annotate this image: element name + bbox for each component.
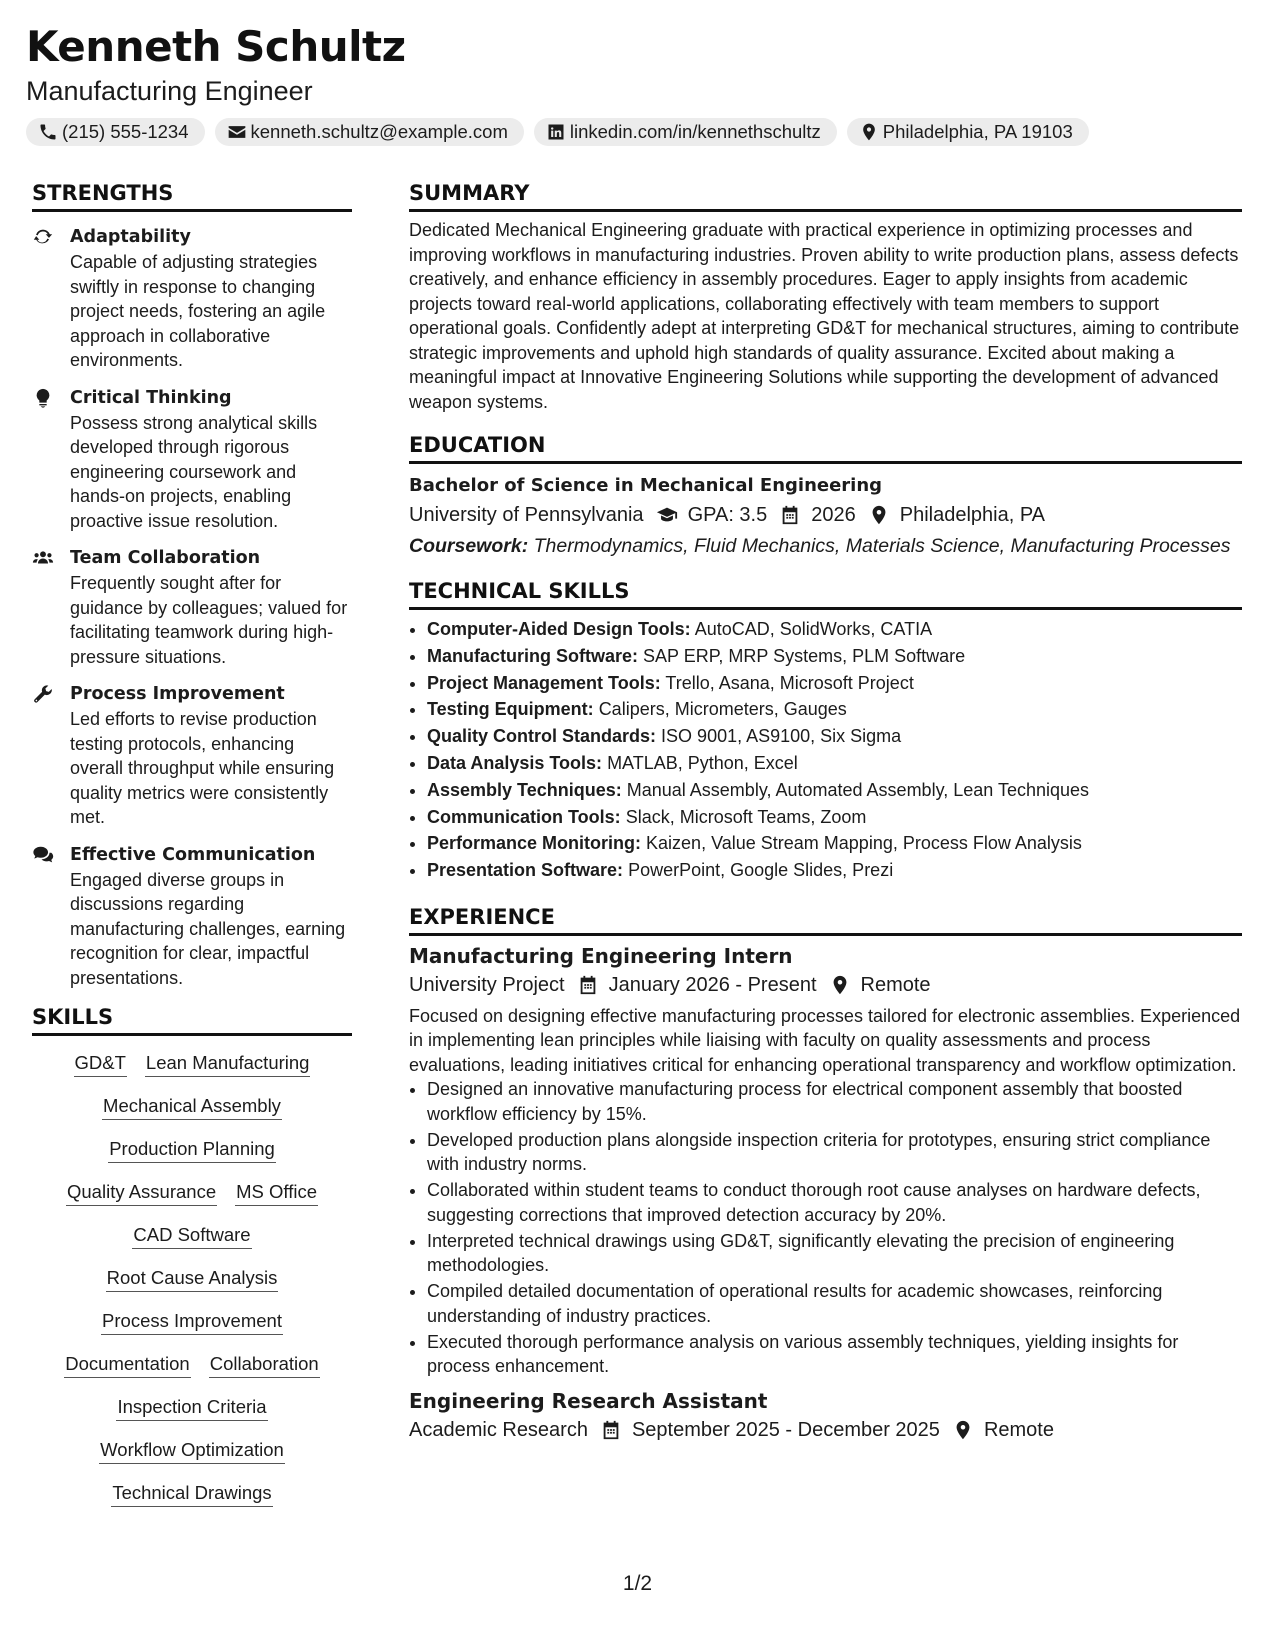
strength-title: Team Collaboration [70,548,261,568]
list-item: • Assembly Techniques: Manual Assembly, Automated Assembly, Lean Techniques [427,777,1242,804]
candidate-role: Manufacturing Engineer [26,76,313,106]
skill-tag: Collaboration [209,1351,320,1378]
list-item: • Compiled detailed documentation of operational results for academic showcases, reinforcing understanding of industry practices. [427,1279,1242,1328]
technical-skills-list [409,616,1242,884]
job-org: University Project [409,973,565,996]
job-dates: January 2026 - Present [608,973,817,996]
calendar-icon [577,974,599,996]
strength-desc: Possess strong analytical skills developed through rigorous engineering coursework and hands-on projects, enabling proactive issue resolution. [70,412,318,531]
page-number: 1/2 [622,1572,653,1595]
list-item: • Developed production plans alongside inspection criteria for prototypes, ensuring strict compliance with industry norms. [427,1128,1242,1177]
summary-text: Dedicated Mechanical Engineering graduate with practical experience in optimizing processes and improving workflows in manufacturing industries. Proven ability to write production plans, assess defects creatively, and enhance efficiency in assembly procedures. Eager to apply insights from academic projects toward real-world applications, collaborating effectively with team members to support operational goals. Confidently adept at interpreting GD&T for mechanical structures, aiming to contribute strategic improvements and uphold high standards of quality assurance. Excited about making a meaningful impact at Innovative Engineering Solutions while supporting the development of advanced weapon systems. [409,220,1240,412]
job-title: Manufacturing Engineering Intern [409,943,793,968]
location-icon [952,1419,974,1441]
skill-tag: GD&T [74,1050,127,1077]
resume-header [26,22,1089,146]
gpa: GPA: 3.5 [687,504,768,526]
strength-title: Effective Communication [70,844,316,865]
contact-phone[interactable] [26,118,205,146]
location-icon [859,122,879,142]
contact-email-text: kenneth.schultz@example.com [250,121,508,142]
email-icon [227,122,247,142]
strength-title: Critical Thinking [70,387,232,408]
skills-title: SKILLS [32,1002,352,1036]
strength-desc: Capable of adjusting strategies swiftly in response to changing project needs, fostering an agile approach in collaborative environments. [70,252,326,370]
strength-item [32,545,352,669]
strength-item [32,224,352,373]
skill-tag: Production Planning [108,1136,276,1163]
strength-desc: Led efforts to revise production testing protocols, enhancing overall throughput while ensuring quality metrics were consistently met. [70,709,335,827]
job-meta [409,1415,1242,1445]
location-icon [868,504,890,526]
contact-email[interactable] [215,118,524,146]
skill-tag: Lean Manufacturing [145,1050,311,1077]
lightbulb-icon [32,387,54,409]
list-item: • Performance Monitoring: Kaizen, Value Stream Mapping, Process Flow Analysis [427,830,1242,857]
list-item: • Quality Control Standards: ISO 9001, AS9100, Six Sigma [427,723,1242,750]
linkedin-icon [546,122,566,142]
school: University of Pennsylvania [409,504,644,526]
education-meta [409,500,1242,530]
list-item: • Designed an innovative manufacturing process for electrical component assembly that boosted workflow efficiency by 15%. [427,1077,1242,1126]
education-entry [409,472,1242,558]
comments-icon [32,844,54,866]
job-bullets [409,1077,1242,1379]
list-item: • Manufacturing Software: SAP ERP, MRP Systems, PLM Software [427,643,1242,670]
left-column [32,178,352,1507]
skill-tag: Mechanical Assembly [102,1093,282,1120]
graduation-cap-icon [656,504,678,526]
job-dates: September 2025 - December 2025 [631,1418,940,1441]
contact-phone-text: (215) 555-1234 [62,121,189,142]
strength-title: Process Improvement [70,684,285,704]
experience-title: EXPERIENCE [409,902,1242,936]
contact-linkedin[interactable] [534,118,837,146]
technical-skills-title: TECHNICAL SKILLS [409,576,1242,610]
contact-location [847,118,1089,146]
skills-section [32,1002,352,1507]
degree: Bachelor of Science in Mechanical Engineering [409,475,883,496]
job-title: Engineering Research Assistant [409,1388,768,1413]
strength-desc: Frequently sought after for guidance by colleagues; valued for facilitating teamwork during high-pressure situations. [70,573,348,667]
phone-icon [38,122,58,142]
calendar-icon [600,1419,622,1441]
strength-title: Adaptability [70,227,191,247]
strengths-title: STRENGTHS [32,178,352,212]
location-icon [829,974,851,996]
skill-tag: CAD Software [132,1222,251,1249]
education-title: EDUCATION [409,430,1242,464]
skill-tag: Quality Assurance [66,1179,217,1206]
skill-tag: Inspection Criteria [116,1394,267,1421]
list-item: • Testing Equipment: Calipers, Micrometers, Gauges [427,696,1242,723]
job-location: Remote [983,1418,1054,1441]
job-location: Remote [860,973,931,996]
coursework-label: Coursework: [409,535,529,557]
list-item: • Executed thorough performance analysis on various assembly techniques, yielding insights for process enhancement. [427,1330,1242,1379]
grad-year: 2026 [811,504,856,526]
list-item: • Communication Tools: Slack, Microsoft Teams, Zoom [427,804,1242,831]
strength-item [32,681,352,830]
list-item: • Computer-Aided Design Tools: AutoCAD, SolidWorks, CATIA [427,616,1242,643]
contact-bar [26,118,1089,146]
skill-tag: Root Cause Analysis [106,1265,279,1292]
school-location: Philadelphia, PA [899,504,1046,526]
skill-tag: Process Improvement [101,1308,283,1335]
summary-title: SUMMARY [409,178,1242,212]
right-column [409,178,1242,1445]
coursework [409,534,1242,558]
skill-tag: MS Office [235,1179,318,1206]
strength-item [32,385,352,534]
strength-desc: Engaged diverse groups in discussions regarding manufacturing challenges, earning recognition for clear, impactful presentations. [70,869,346,988]
calendar-icon [779,504,801,526]
list-item: • Interpreted technical drawings using GD&T, significantly elevating the precision of engineering methodologies. [427,1229,1242,1278]
skill-tag: Workflow Optimization [99,1437,285,1464]
job-org: Academic Research [409,1418,588,1441]
contact-location-text: Philadelphia, PA 19103 [882,121,1073,142]
list-item: • Project Management Tools: Trello, Asana, Microsoft Project [427,670,1242,697]
job-description: Focused on designing effective manufacturing processes tailored for electronic assemblies. Experienced in implementing lean principles while liaising with faculty on quality assessments and process evaluations, leading initiatives critical for enhancing operational transparency and workflow optimization. [409,1005,1241,1075]
skill-tag: Technical Drawings [111,1480,272,1507]
wrench-icon [32,683,54,705]
skill-tag: Documentation [64,1351,190,1378]
skills-tags [32,1050,352,1507]
strength-item [32,842,352,991]
contact-linkedin-text: linkedin.com/in/kennethschultz [569,121,821,142]
list-item: • Presentation Software: PowerPoint, Google Slides, Prezi [427,857,1242,884]
experience-entry [409,1387,1242,1445]
coursework-list: Thermodynamics, Fluid Mechanics, Materials Science, Manufacturing Processes [533,535,1231,557]
experience-entry [409,942,1242,1379]
candidate-name: Kenneth Schultz [26,22,406,71]
job-meta [409,970,1242,1000]
list-item: • Collaborated within student teams to conduct thorough root cause analyses on hardware defects, suggesting corrections that improved detection accuracy by 20%. [427,1178,1242,1227]
users-icon [32,547,54,569]
strengths-list [32,224,352,990]
list-item: • Data Analysis Tools: MATLAB, Python, Excel [427,750,1242,777]
sync-icon [32,226,54,248]
